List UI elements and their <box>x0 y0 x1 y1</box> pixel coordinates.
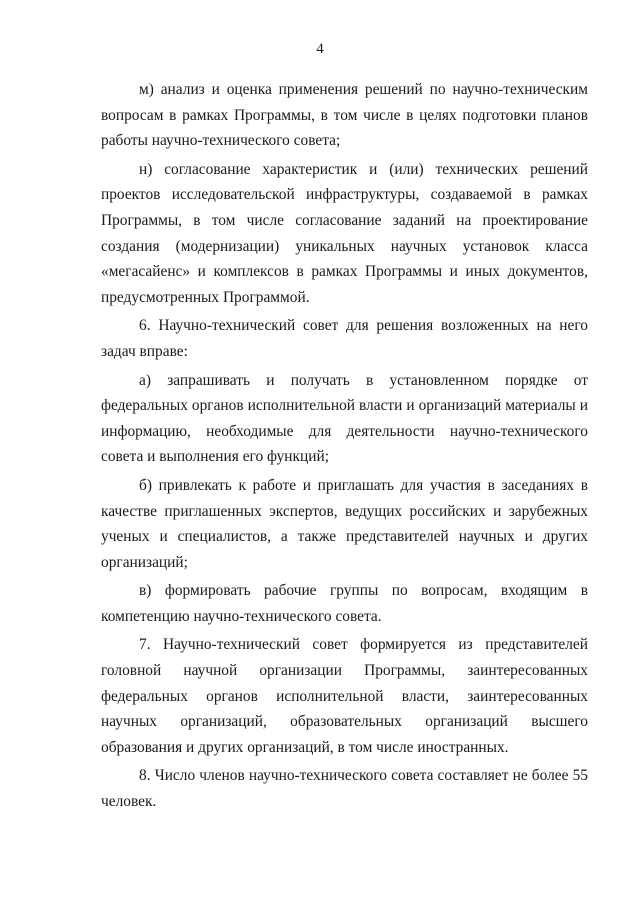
paragraph-clause-8: 8. Число членов научно-технического совета составляет не более 55 человек. <box>101 767 588 811</box>
page-number: 4 <box>316 41 324 57</box>
paragraph-item-b: б) привлекать к работе и приглашать для участия в заседаниях в качестве приглашенных экспертов, ведущих российских и зарубежных ученых и специалистов, а также представителей научных и других организаций; <box>101 476 588 571</box>
document-body <box>101 77 588 815</box>
paragraph-item-m: м) анализ и оценка применения решений по научно-техническим вопросам в рамках Программы, в том числе в целях подготовки планов работы научно-технического совета; <box>101 81 588 150</box>
paragraph-item-a: а) запрашивать и получать в установленном порядке от федеральных органов исполнительной власти и организаций материалы и информацию, необходимые для деятельности научно-технического совета и выполнения его функций; <box>101 371 588 466</box>
paragraph-clause-6: 6. Научно-технический совет для решения возложенных на него задач вправе: <box>101 317 588 360</box>
paragraph-clause-7: 7. Научно-технический совет формируется из представителей головной научной организации Программы, заинтересованных федеральных органов исполнительной власти, заинтересованных научных организаций, образовательных организаций высшего образования и других организаций, в том числе иностранных. <box>101 636 588 756</box>
paragraph-item-v: в) формировать рабочие группы по вопросам, входящим в компетенцию научно-технического совета. <box>101 582 588 625</box>
paragraph-item-n: н) согласование характеристик и (или) технических решений проектов исследовательской инфраструктуры, создаваемой в рамках Программы, в том числе согласование заданий на проектирование создания (модернизации) уникальных научных установок класса «мегасайенс» и комплексов в рамках Программы и иных документов, предусмотренных Программой. <box>101 160 588 306</box>
